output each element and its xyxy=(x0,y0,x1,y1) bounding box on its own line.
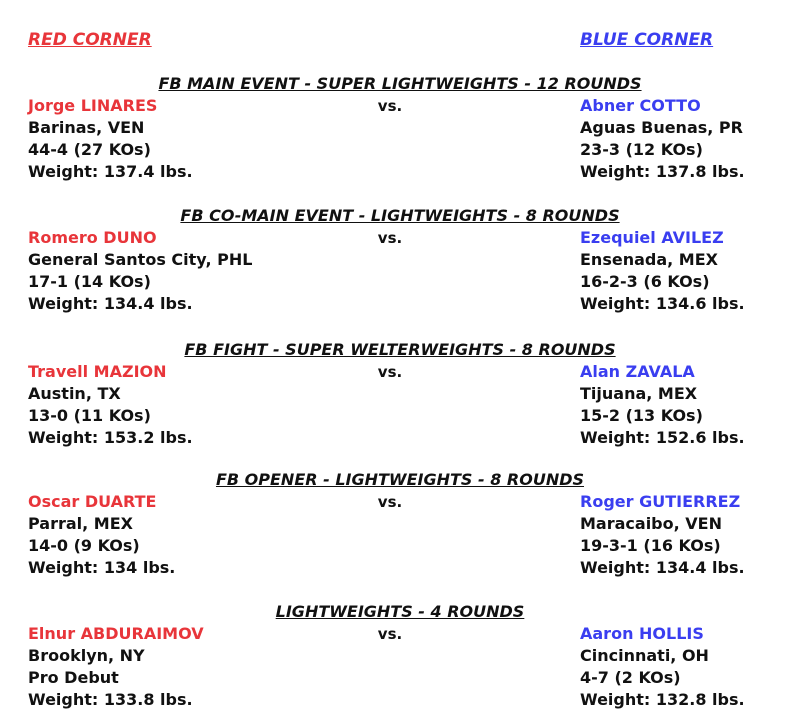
fighter-hometown: Parral, MEX xyxy=(28,514,133,533)
vs-label: vs. xyxy=(377,229,403,247)
fighter-weight: Weight: 134.4 lbs. xyxy=(580,558,745,577)
red-fighter xyxy=(28,95,193,183)
fighter-record: 17-1 (14 KOs) xyxy=(28,272,151,291)
bout-title: FB OPENER - LIGHTWEIGHTS - 8 ROUNDS xyxy=(215,470,585,489)
red-fighter xyxy=(28,623,204,711)
fighter-name: Oscar DUARTE xyxy=(28,492,157,511)
fighter-weight: Weight: 132.8 lbs. xyxy=(580,690,745,709)
blue-fighter xyxy=(580,491,745,579)
fighter-hometown: Aguas Buenas, PR xyxy=(580,118,743,137)
fighter-record: 14-0 (9 KOs) xyxy=(28,536,140,555)
fighter-name: Abner COTTO xyxy=(580,96,701,115)
fighter-weight: Weight: 134 lbs. xyxy=(28,558,176,577)
fighter-weight: Weight: 153.2 lbs. xyxy=(28,428,193,447)
fighter-hometown: Barinas, VEN xyxy=(28,118,145,137)
red-corner-heading: RED CORNER xyxy=(28,30,152,50)
fighter-weight: Weight: 133.8 lbs. xyxy=(28,690,193,709)
fighter-name: Alan ZAVALA xyxy=(580,362,695,381)
blue-fighter xyxy=(580,361,745,449)
blue-fighter xyxy=(580,623,745,711)
bout-co-main-event xyxy=(0,206,800,330)
fighter-weight: Weight: 137.4 lbs. xyxy=(28,162,193,181)
bout-title: FB MAIN EVENT - SUPER LIGHTWEIGHTS - 12 ROUNDS xyxy=(158,74,642,93)
fighter-hometown: Tijuana, MEX xyxy=(580,384,698,403)
fighter-weight: Weight: 134.4 lbs. xyxy=(28,294,193,313)
blue-corner-heading: BLUE CORNER xyxy=(580,30,714,50)
bout-feature-fight xyxy=(0,340,800,464)
fighter-hometown: Austin, TX xyxy=(28,384,121,403)
fighter-weight: Weight: 137.8 lbs. xyxy=(580,162,745,181)
bout-lightweights-4-rounds xyxy=(0,602,800,726)
red-fighter xyxy=(28,491,175,579)
vs-label: vs. xyxy=(377,363,403,381)
vs-label: vs. xyxy=(377,97,403,115)
blue-fighter xyxy=(580,227,745,315)
fighter-record: 13-0 (11 KOs) xyxy=(28,406,151,425)
fighter-name: Travell MAZION xyxy=(28,362,167,381)
bout-title: FB CO-MAIN EVENT - LIGHTWEIGHTS - 8 ROUNDS xyxy=(180,206,620,225)
vs-label: vs. xyxy=(377,493,403,511)
fighter-record: 44-4 (27 KOs) xyxy=(28,140,151,159)
fighter-name: Jorge LINARES xyxy=(28,96,158,115)
fighter-hometown: Brooklyn, NY xyxy=(28,646,145,665)
fighter-hometown: Cincinnati, OH xyxy=(580,646,709,665)
red-fighter xyxy=(28,361,193,449)
fighter-record: 15-2 (13 KOs) xyxy=(580,406,703,425)
fighter-name: Ezequiel AVILEZ xyxy=(580,228,724,247)
bout-main-event xyxy=(0,74,800,198)
fighter-name: Roger GUTIERREZ xyxy=(580,492,741,511)
fighter-weight: Weight: 152.6 lbs. xyxy=(580,428,745,447)
fighter-name: Romero DUNO xyxy=(28,228,157,247)
red-fighter xyxy=(28,227,252,315)
fighter-hometown: General Santos City, PHL xyxy=(28,250,253,269)
fighter-weight: Weight: 134.6 lbs. xyxy=(580,294,745,313)
fighter-record: 23-3 (12 KOs) xyxy=(580,140,703,159)
blue-fighter xyxy=(580,95,745,183)
fighter-record: Pro Debut xyxy=(28,668,119,687)
bout-title: FB FIGHT - SUPER WELTERWEIGHTS - 8 ROUNDS xyxy=(184,340,616,359)
fighter-hometown: Maracaibo, VEN xyxy=(580,514,722,533)
fighter-record: 19-3-1 (16 KOs) xyxy=(580,536,721,555)
fighter-record: 4-7 (2 KOs) xyxy=(580,668,681,687)
fighter-hometown: Ensenada, MEX xyxy=(580,250,718,269)
fighter-name: Elnur ABDURAIMOV xyxy=(28,624,204,643)
bout-title: LIGHTWEIGHTS - 4 ROUNDS xyxy=(275,602,525,621)
fighter-record: 16-2-3 (6 KOs) xyxy=(580,272,710,291)
fighter-name: Aaron HOLLIS xyxy=(580,624,704,643)
vs-label: vs. xyxy=(377,625,403,643)
bout-opener xyxy=(0,470,800,594)
